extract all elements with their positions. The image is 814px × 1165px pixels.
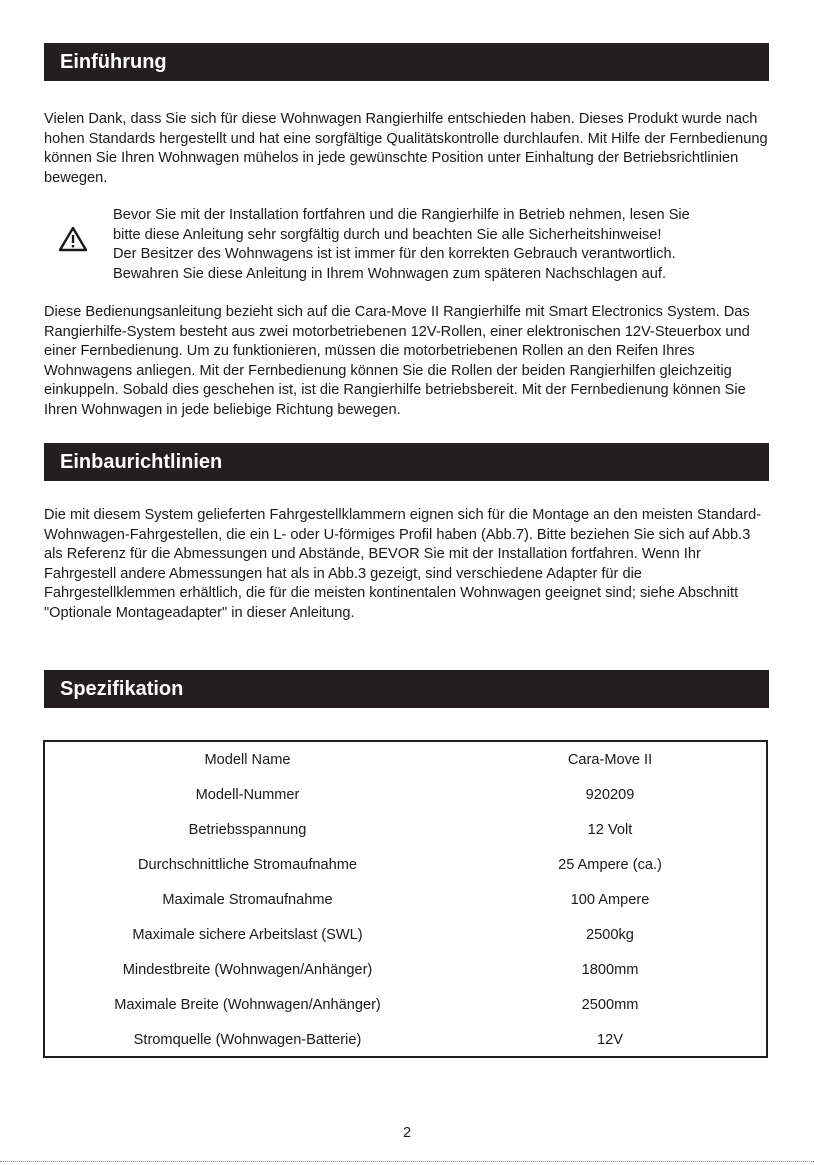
warning-line-2: bitte diese Anleitung sehr sorgfältig durch und beachten Sie alle Sicherheitshinweise! (113, 226, 662, 243)
spec-value: 12V (597, 1032, 623, 1048)
spec-row (45, 820, 766, 840)
spec-row (45, 890, 766, 910)
spec-label: Mindestbreite (Wohnwagen/Anhänger) (122, 962, 373, 978)
section-header-installation: Einbaurichtlinien (44, 443, 769, 481)
warning-line-1: Bevor Sie mit der Installation fortfahren und die Rangierhilfe in Betrieb nehmen, lesen Sie (113, 207, 690, 223)
spec-value: 12 Volt (587, 822, 633, 838)
section-header-intro: Einführung (44, 43, 769, 81)
spec-row (45, 925, 766, 945)
warning-line-3: Der Besitzer des Wohnwagens ist ist immer für den korrekten Gebrauch verantwortlich. (113, 246, 676, 262)
spec-label: Betriebsspannung (188, 822, 307, 838)
spec-label: Durchschnittliche Stromaufnahme (137, 857, 357, 873)
spec-value: 25 Ampere (ca.) (558, 857, 662, 873)
spec-label: Maximale Breite (Wohnwagen/Anhänger) (114, 997, 381, 1013)
spec-row (45, 1030, 766, 1050)
spec-value: Cara-Move II (567, 752, 653, 768)
intro-paragraph-2: Diese Bedienungsanleitung bezieht sich auf die Cara-Move II Rangierhilfe mit Smart Electronics System. Das Rangierhilfe-System besteht aus zwei motorbetriebenen 12V-Rollen, einer elektronischen 12V-Steuerbox und einer Fernbedienung. Um zu funktionieren, müssen die motorbetriebenen Rollen an den Reifen Ihres Wohnwagens anliegen. Mit der Fernbedienung können Sie die Rollen der beiden Rangierhilfen gleichzeitig einkuppeln. Sobald dies geschehen ist, ist die Rangierhilfe betriebsbereit. Mit der Fernbedienung können Sie Ihren Wohnwagen in jede beliebige Richtung bewegen. (44, 304, 750, 418)
section-header-spec: Spezifikation (44, 670, 769, 708)
spec-value: 100 Ampere (570, 892, 650, 908)
warning-triangle-icon (58, 226, 88, 252)
spec-row (45, 785, 766, 805)
spec-label: Stromquelle (Wohnwagen-Batterie) (133, 1032, 362, 1048)
spec-value: 2500kg (586, 927, 634, 943)
spec-value: 2500mm (581, 997, 639, 1013)
spec-row (45, 750, 766, 770)
spec-row (45, 855, 766, 875)
page-number: 2 (402, 1125, 412, 1141)
spec-label: Maximale sichere Arbeitslast (SWL) (132, 927, 363, 943)
page-bottom-border (0, 1161, 814, 1162)
spec-label: Modell Name (204, 752, 291, 768)
warning-line-4: Bewahren Sie diese Anleitung in Ihrem Wohnwagen zum späteren Nachschlagen auf. (113, 265, 667, 282)
spec-row (45, 995, 766, 1015)
spec-value: 1800mm (581, 962, 639, 978)
spec-table (43, 740, 768, 1058)
spec-value: 920209 (585, 787, 635, 803)
spec-row (45, 960, 766, 980)
intro-paragraph: Vielen Dank, dass Sie sich für diese Wohnwagen Rangierhilfe entschieden haben. Dieses Produkt wurde nach hohen Standards hergestellt und hat eine sorgfältige Qualitätskontrolle durchlaufen. Mit Hilfe der Fernbedienung können Sie Ihren Wohnwagen mühelos in jede gewünschte Position unter Einhaltung der Betriebsrichtlinien bewegen. (44, 111, 768, 186)
spec-label: Modell-Nummer (195, 787, 300, 803)
installation-paragraph: Die mit diesem System gelieferten Fahrgestellklammern eignen sich für die Montage an den meisten Standard-Wohnwagen-Fahrgestellen, die ein L- oder U-förmiges Profil haben (Abb.7). Bitte beziehen Sie sich auf Abb.3 als Referenz für die Abmessungen und Abstände, BEVOR Sie mit der Installation fortfahren. Wenn Ihr Fahrgestell andere Abmessungen hat als in Abb.3 gezeigt, sind verschiedene Adapter für die Fahrgestellklemmen erhältlich, die für die meisten kontinentalen Wohnwagen geeignet sind; siehe Abschnitt "Optionale Montageadapter" in dieser Anleitung. (44, 507, 762, 621)
spec-label: Maximale Stromaufnahme (162, 892, 333, 908)
